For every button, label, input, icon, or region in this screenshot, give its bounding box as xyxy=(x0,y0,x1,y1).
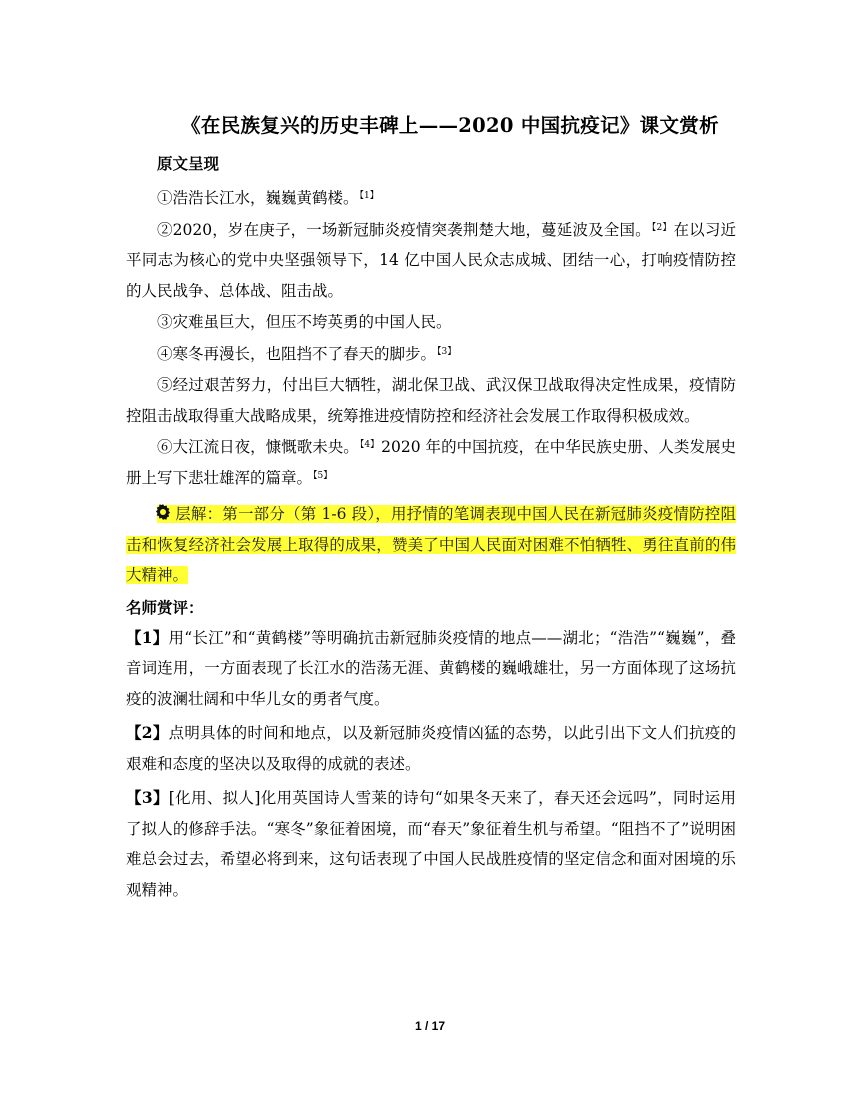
section-heading-original: 原文呈现 xyxy=(157,154,220,173)
comment-1-text: 用“长江”和“黄鹤楼”等明确抗击新冠肺炎疫情的地点——湖北；“浩浩”“巍巍”，叠音词连用，一方面表现了长江水的浩荡无涯、黄鹤楼的巍峨雄壮，另一方面体现了这场抗疫的波澜壮阔和中华儿女的勇者气度。 xyxy=(126,628,736,708)
paragraph-4 xyxy=(126,339,736,370)
comment-2 xyxy=(126,718,736,779)
paragraph-6-text-a: ⑥大江流日夜，慷慨歌未央。 xyxy=(157,438,359,456)
paragraph-2-text-a: ②2020，岁在庚子，一场新冠肺炎疫情突袭荆楚大地，蔓延波及全国。 xyxy=(157,220,651,239)
gear-icon xyxy=(153,502,173,522)
footnote-marker-5[interactable]: 【5】 xyxy=(313,470,333,481)
footnote-marker-1[interactable]: 【1】 xyxy=(359,191,379,201)
comment-1-label: 【1】 xyxy=(126,627,169,647)
comment-3-text: [化用、拟人]化用英国诗人雪莱的诗句“如果冬天来了，春天还会远吗”，同时运用了拟人的修辞手法。“寒冬”象征着困境，而“春天”象征着生机与希望。“阻挡不了”说明困难总会过去，希望必将到来，这句话表现了中国人民战胜疫情的坚定信念和面对困境的乐观精神。 xyxy=(126,789,736,899)
comment-2-text: 点明具体的时间和地点，以及新冠肺炎疫情凶猛的态势，以此引出下文人们抗疫的艰难和态度的坚决以及取得的成就的表述。 xyxy=(126,724,736,773)
footnote-marker-3[interactable]: 【3】 xyxy=(437,346,457,357)
paragraph-4-text: ④寒冬再漫长，也阻挡不了春天的脚步。 xyxy=(157,344,437,363)
footnote-marker-2[interactable]: 【2】 xyxy=(651,222,672,233)
footnote-marker-4[interactable]: 【4】 xyxy=(359,440,380,450)
comment-1 xyxy=(126,623,736,715)
analysis-highlight-text: 层解：第一部分（第 1-6 段），用抒情的笔调表现中国人民在新冠肺炎疫情防控阻击和恢复经济社会发展上取得的成果，赞美了中国人民面对困难不怕牺牲、勇往直前的伟大精神。 xyxy=(126,505,736,584)
document-body xyxy=(126,150,736,909)
paragraph-5-text: ⑤经过艰苦努力，付出巨大牺牲，湖北保卫战、武汉保卫战取得决定性成果，疫情防控阻击战取得重大战略成果，统筹推进疫情防控和经济社会发展工作取得积极成效。 xyxy=(126,376,736,425)
analysis-highlight-block xyxy=(126,499,736,591)
comment-3 xyxy=(126,783,736,905)
paragraph-1 xyxy=(126,183,736,214)
paragraph-2-text-b: 在以习近平同志为核心的党中央坚强领导下，14 亿中国人民众志成城、团结一心，打响疫情防控的人民战争、总体战、阻击战。 xyxy=(126,220,736,300)
page-number: 1 / 17 xyxy=(414,1019,446,1033)
paragraph-6 xyxy=(126,432,736,493)
paragraph-2 xyxy=(126,215,736,307)
paragraph-5 xyxy=(126,370,736,431)
comment-3-label: 【3】 xyxy=(126,788,169,807)
comment-2-label: 【2】 xyxy=(126,723,169,742)
paragraph-1-text: ①浩浩长江水，巍巍黄鹤楼。 xyxy=(157,189,359,207)
document-title: 《在民族复兴的历史丰碑上——2020 中国抗疫记》课文赏析 xyxy=(181,114,719,137)
section-heading-commentary: 名师赏评： xyxy=(126,597,204,617)
paragraph-3-text: ③灾难虽巨大，但压不垮英勇的中国人民。 xyxy=(157,313,452,331)
paragraph-6-text-b: 2020 年的中国抗疫，在中华民族史册、人类发展史册上写下悲壮雄浑的篇章。 xyxy=(126,438,737,487)
paragraph-3 xyxy=(126,307,736,338)
